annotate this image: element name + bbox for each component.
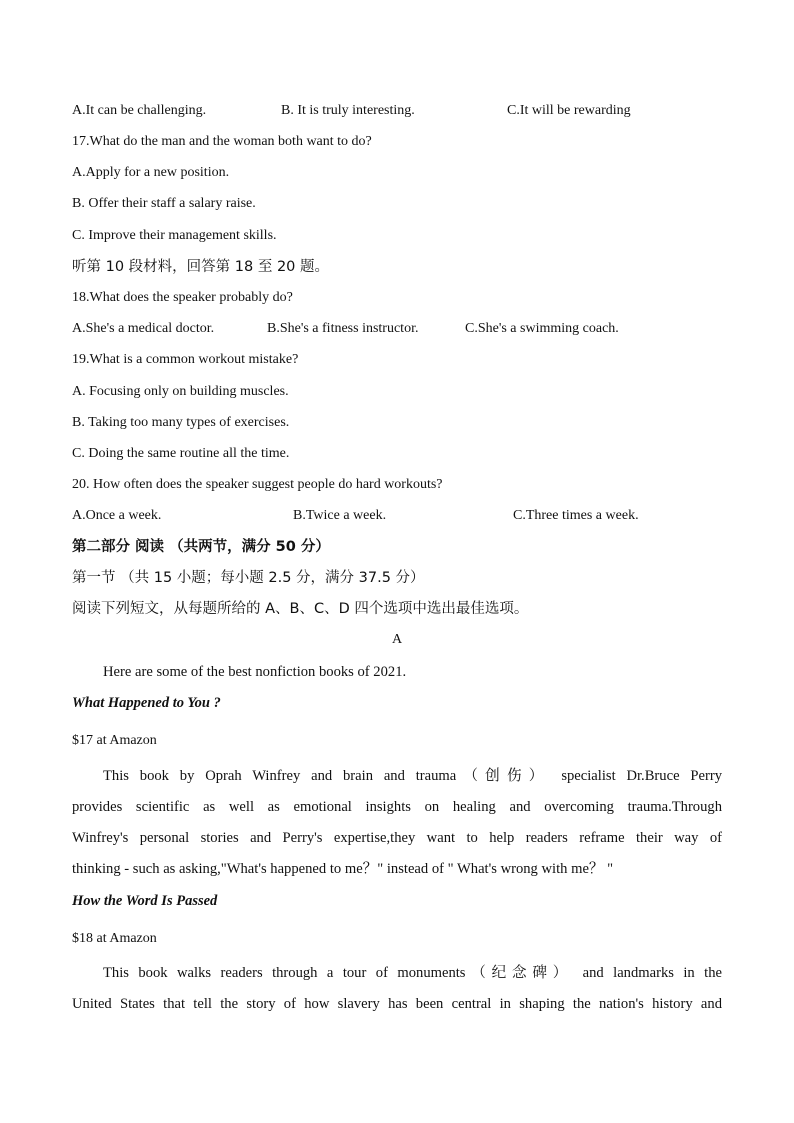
q16-option-c: C.It will be rewarding bbox=[507, 103, 631, 118]
q19-option-c: C. Doing the same routine all the time. bbox=[72, 446, 290, 461]
q20-stem: 20. How often does the speaker suggest people do hard workouts? bbox=[72, 477, 443, 492]
book2-line-1: This book walks readers through a tour of monuments（纪念碑） and landmarks in the bbox=[103, 965, 722, 981]
book2-description bbox=[72, 958, 722, 1020]
q18-option-b: B.She's a fitness instructor. bbox=[267, 321, 419, 336]
q19-stem: 19.What is a common workout mistake? bbox=[72, 352, 299, 367]
q16-option-a: A.It can be challenging. bbox=[72, 103, 207, 118]
q19-option-a: A. Focusing only on building muscles. bbox=[72, 384, 289, 399]
book1-line-4: thinking - such as asking,"What's happened to me？" instead of " What's wrong with me？ " bbox=[72, 861, 614, 877]
passage-intro: Here are some of the best nonfiction books of 2021. bbox=[103, 664, 407, 680]
q19-option-b: B. Taking too many types of exercises. bbox=[72, 415, 290, 430]
book2-price: $18 at Amazon bbox=[72, 931, 157, 946]
q17-stem: 17.What do the man and the woman both want to do? bbox=[72, 134, 372, 149]
q17-option-c: C. Improve their management skills. bbox=[72, 228, 277, 243]
book2-title: How the Word Is Passed bbox=[72, 893, 218, 909]
q17-option-b: B. Offer their staff a salary raise. bbox=[72, 196, 256, 211]
part2-heading: 第二部分 阅读 （共两节，满分 50 分） bbox=[72, 539, 330, 555]
section-note-10: 听第 10 段材料，回答第 18 至 20 题。 bbox=[72, 259, 330, 275]
q20-option-a: A.Once a week. bbox=[72, 508, 162, 523]
book1-line-2: provides scientific as well as emotional insights on healing and overcoming trauma.Through bbox=[72, 799, 722, 815]
reading-instructions: 阅读下列短文，从每题所给的 A、B、C、D 四个选项中选出最佳选项。 bbox=[72, 601, 529, 617]
book1-price: $17 at Amazon bbox=[72, 733, 157, 748]
q16-option-b: B. It is truly interesting. bbox=[281, 103, 415, 118]
q18-stem: 18.What does the speaker probably do? bbox=[72, 290, 293, 305]
book1-title: What Happened to You ? bbox=[72, 695, 221, 711]
q18-option-a: A.She's a medical doctor. bbox=[72, 321, 215, 336]
passage-label: A bbox=[391, 632, 403, 647]
book1-line-3: Winfrey's personal stories and Perry's expertise,they want to help readers reframe their way of bbox=[72, 830, 722, 846]
book1-line-1: This book by Oprah Winfrey and brain and trauma（创伤） specialist Dr.Bruce Perry bbox=[103, 768, 722, 784]
q20-option-b: B.Twice a week. bbox=[293, 508, 387, 523]
section1-heading: 第一节 （共 15 小题；每小题 2.5 分，满分 37.5 分） bbox=[72, 570, 425, 586]
book2-line-2: United States that tell the story of how slavery has been central in shaping the nation's history and bbox=[72, 996, 722, 1012]
q18-option-c: C.She's a swimming coach. bbox=[465, 321, 619, 336]
q20-option-c: C.Three times a week. bbox=[513, 508, 639, 523]
book1-description bbox=[72, 761, 722, 885]
q17-option-a: A.Apply for a new position. bbox=[72, 165, 230, 180]
